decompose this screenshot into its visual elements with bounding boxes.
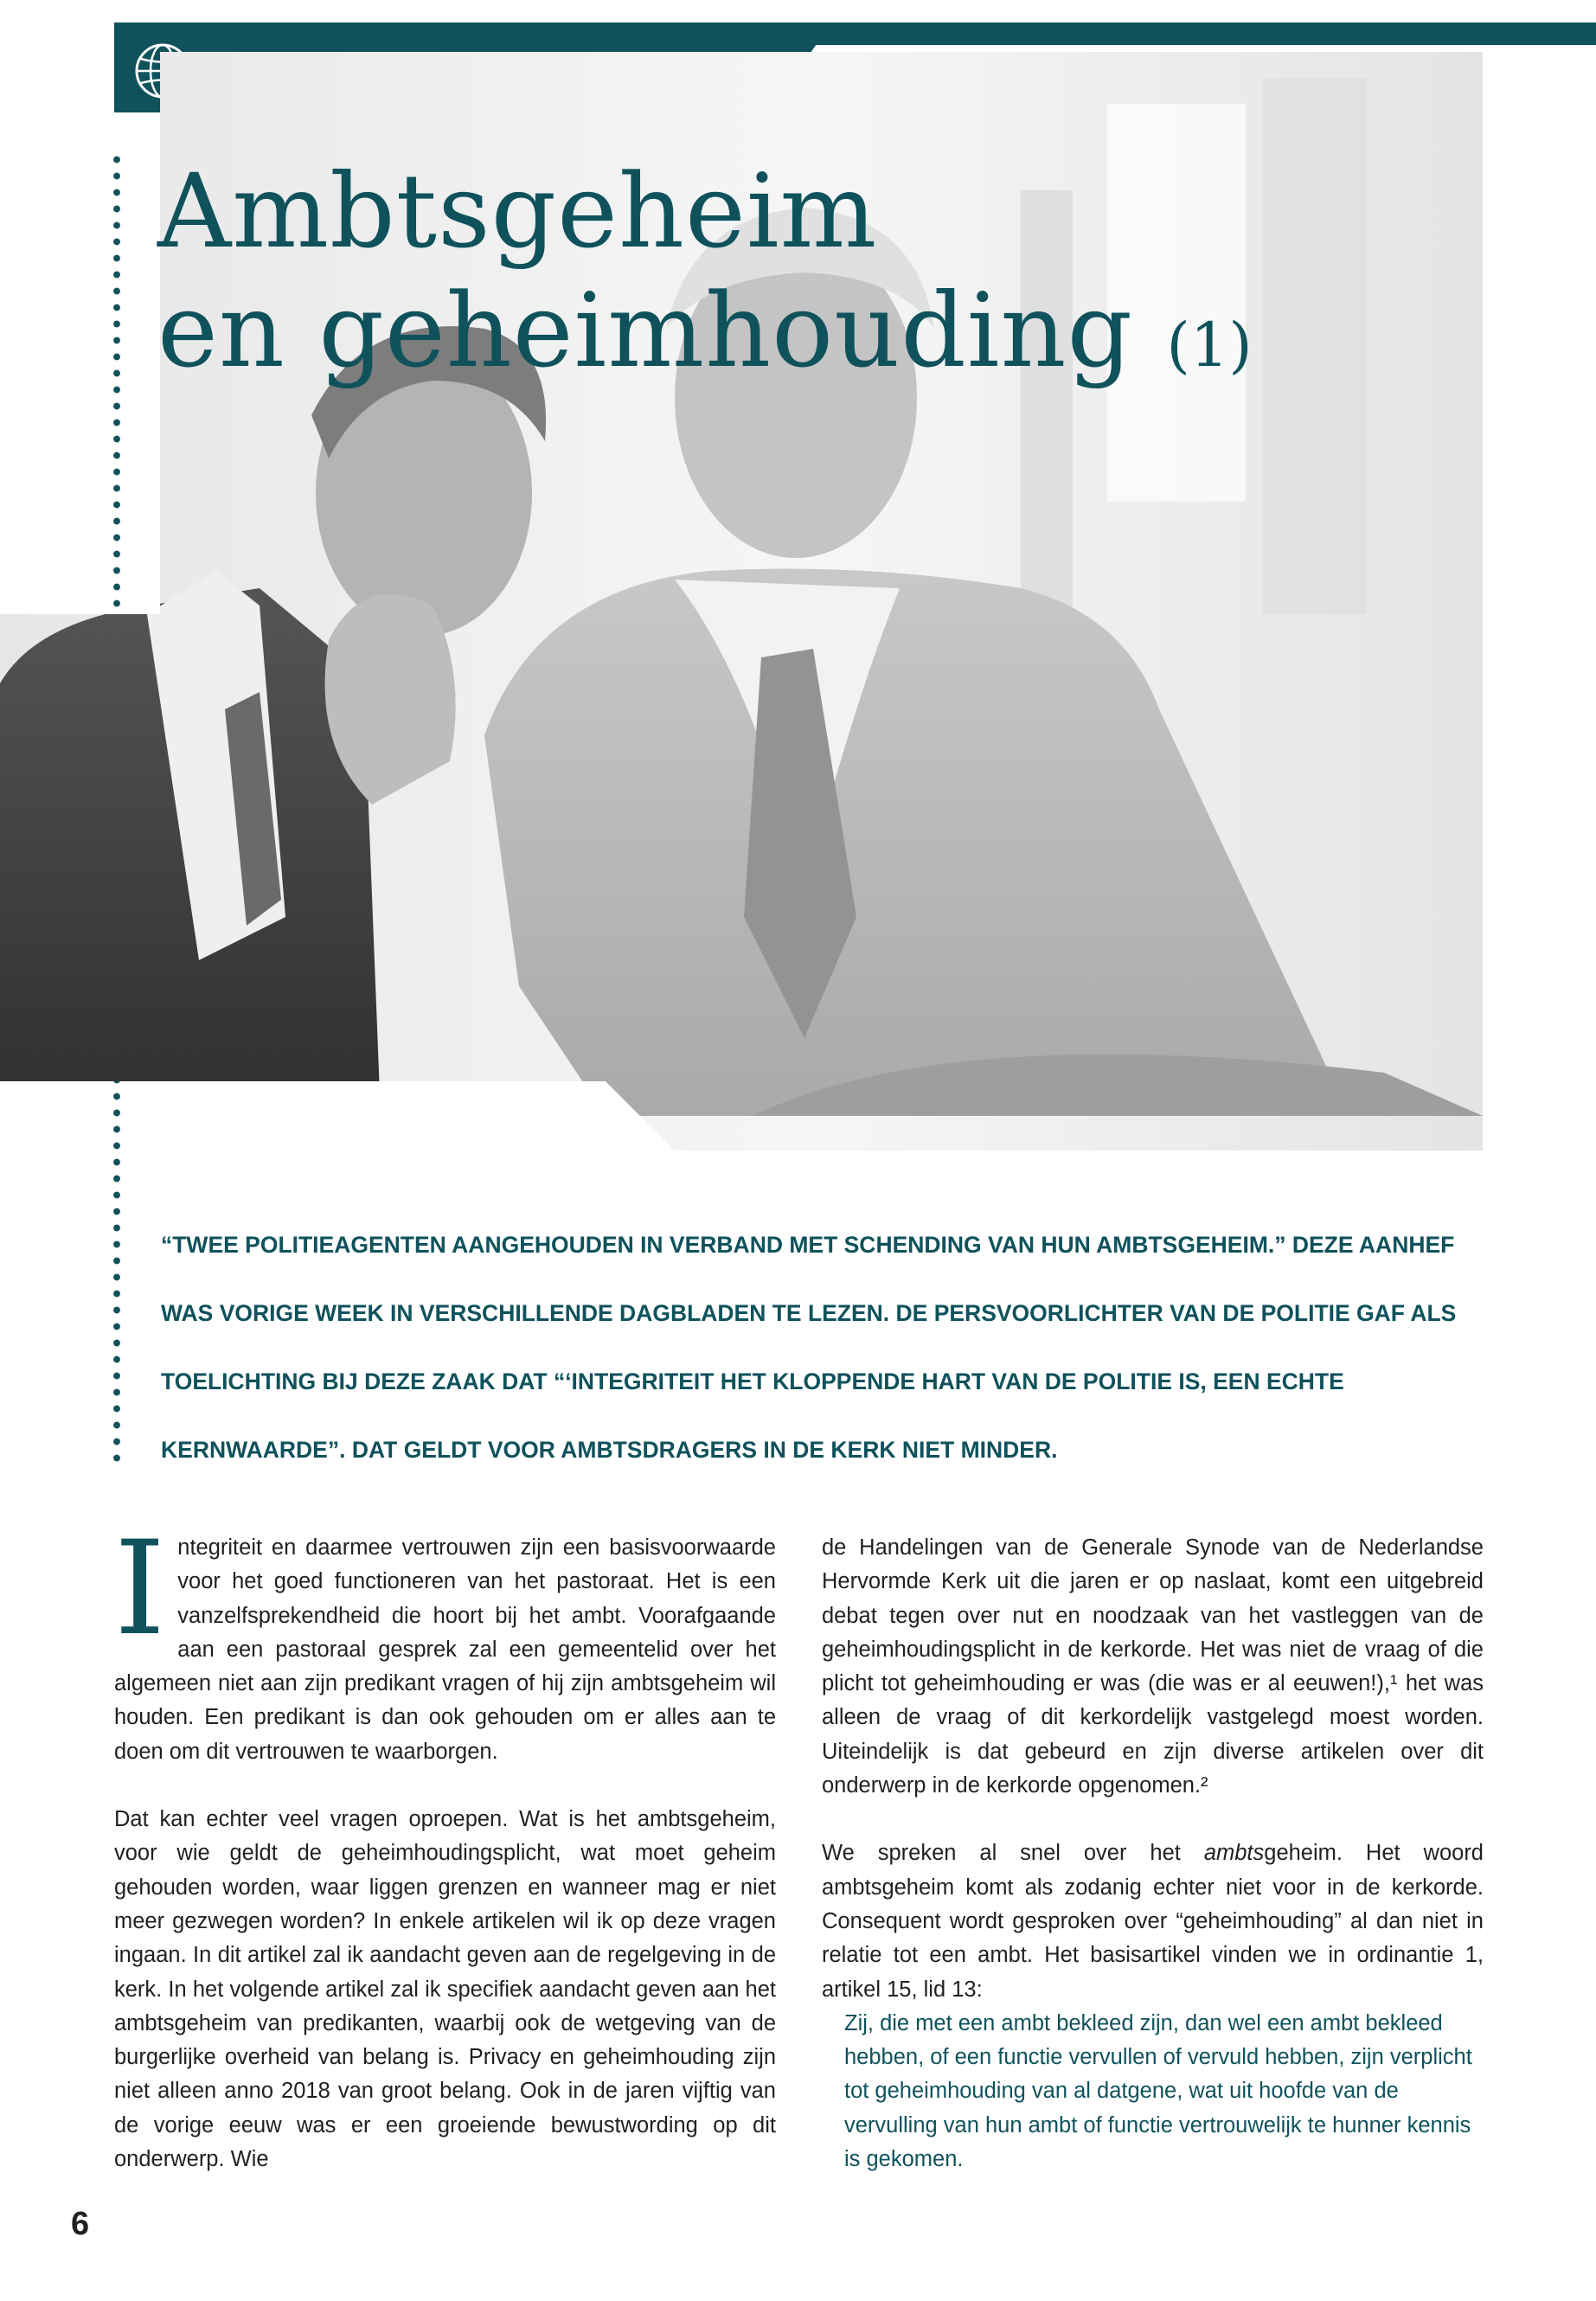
page-number: 6 xyxy=(71,2206,90,2242)
paragraph-4 xyxy=(822,1836,1484,2006)
article-title xyxy=(157,151,1253,405)
body-column-left xyxy=(114,1514,776,2176)
paragraph-4-rest: geheim. Het woord ambtsgeheim komt als zodanig echter niet voor in de kerkorde. Consequent wordt gesproken over “geheimhouding” al dan niet in relatie tot een ambt. Het basisartikel vinden we in ordinantie 1, artikel 15, lid 13: xyxy=(822,1841,1484,2002)
paragraph-1 xyxy=(114,1514,776,1769)
paragraph-3: de Handelingen van de Generale Synode van de Nederlandse Hervormde Kerk uit die jaren er op naslaat, komt een uitgebreid debat tegen over nut en noodzaak van het vastleggen van de geheimhoudingsplicht in de kerkorde. Het was niet de vraag of die plicht tot geheimhouding er was (die was er al eeuwen!),¹ het was alleen de vraag of dit kerkordelijk vastgelegd moest worden. Uiteindelijk is dat gebeurd en zijn diverse artikelen over dit onderwerp in de kerkorde opgenomen.² xyxy=(822,1535,1484,1798)
title-suffix: (1) xyxy=(1166,310,1253,381)
emphasis: ambts xyxy=(1203,1841,1265,1866)
title-line-2 xyxy=(157,271,1253,405)
drop-cap: I xyxy=(114,1514,166,1664)
paragraph-1-text: ntegriteit en daarmee vertrouwen zijn een basisvoorwaarde voor het goed functioneren van het pastoraat. Het is een vanzelfsprekendheid die hoort bij het ambt. Voorafgaande aan een pastoraal gesprek zal een gemeentelid over het algemeen niet aan zijn predikant vragen of hij zijn ambtsgeheim wil houden. Een predikant is dan ook gehouden om er alles aan te doen om dit vertrouwen te waarborgen. xyxy=(114,1535,776,1764)
title-line-2-text: en geheimhouding xyxy=(157,271,1134,390)
article-intro: “TWEE POLITIEAGENTEN AANGEHOUDEN IN VERBAND MET SCHENDING VAN HUN AMBTSGEHEIM.” DEZE AANHEF WAS VORIGE WEEK IN VERSCHILLENDE DAGBLADEN TE LEZEN. DE PERSVOORLICHTER VAN DE POLITIE GAF ALS TOELICHTING BIJ DEZE ZAAK DAT “‘INTEGRITEIT HET KLOPPENDE HART VAN DE POLITIE IS, EEN ECHTE KERNWAARDE”. DAT GELDT VOOR AMBTSDRAGERS IN DE KERK NIET MINDER. xyxy=(161,1232,1457,1463)
title-line-1: Ambtsgeheim xyxy=(157,151,878,271)
kerkorde-quote: Zij, die met een ambt bekleed zijn, dan wel een ambt bekleed hebben, of een functie vervullen of vervuld hebben, zijn verplicht tot geheimhouding van al datgene, wat uit hoofde van de vervulling van hun ambt of functie vertrouwelijk te hunner kennis is gekomen. xyxy=(844,2010,1472,2172)
paragraph-2: Dat kan echter veel vragen oproepen. Wat is het ambtsgeheim, voor wie geldt de geheimhoudingsplicht, wat moet geheim gehouden worden, waar liggen grenzen en wanneer mag er niet meer gezwegen worden? In enkele artikelen wil ik op deze vragen ingaan. In dit artikel zal ik aandacht geven aan de regelgeving in de kerk. In het volgende artikel zal ik specifiek aandacht geven aan het ambtsgeheim van predikanten, waarbij ook de wetgeving van de burgerlijke overheid van belang is. Privacy en geheimhouding zijn niet alleen anno 2018 van groot belang. Ook in de jaren vijftig van de vorige eeuw was er een groeiende bewustwording op dit onderwerp. Wie xyxy=(114,1807,776,2172)
body-column-right xyxy=(822,1531,1484,2176)
paragraph-4-start: We spreken al snel over het xyxy=(822,1841,1204,1866)
